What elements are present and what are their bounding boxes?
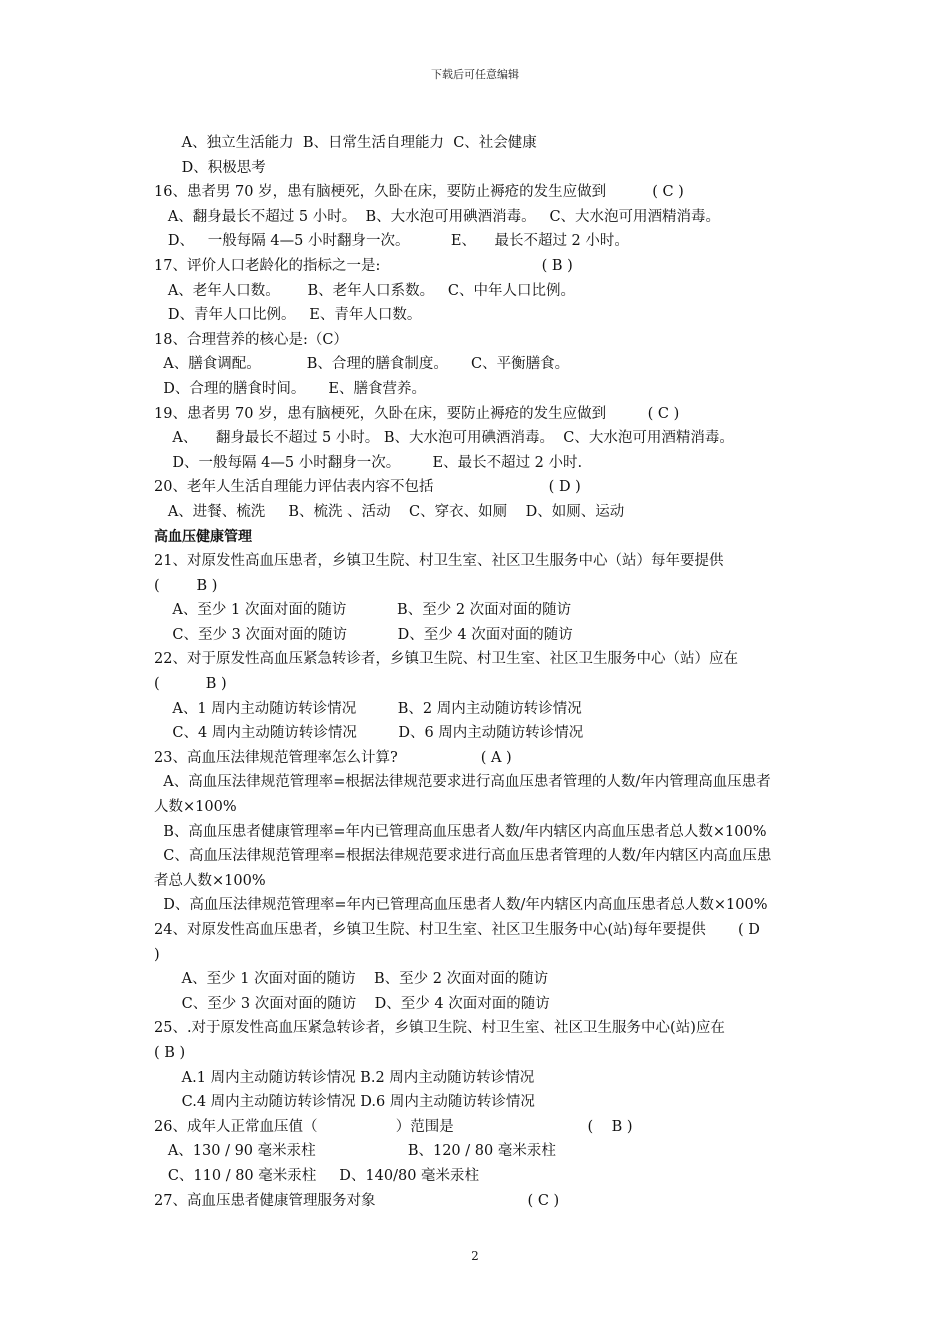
document-body: [154, 131, 814, 1213]
option-line: 人数×100%: [154, 799, 237, 816]
question-24: 24、对原发性高血压患者，乡镇卫生院、村卫生室、社区卫生服务中心(站)每年要提供 ( D: [154, 922, 760, 938]
option-line: A、至少 1 次面对面的随访 B、至少 2 次面对面的随访: [154, 602, 572, 619]
option-line: C、至少 3 次面对面的随访 D、至少 4 次面对面的随访: [154, 626, 573, 643]
option-line: 者总人数×100%: [154, 872, 266, 889]
option-line: A、1 周内主动随访转诊情况 B、2 周内主动随访转诊情况: [154, 700, 582, 717]
question-23: 23、高血压法律规范管理率怎么计算? ( A ): [154, 749, 512, 766]
option-line: D、合理的膳食时间。 E、膳食营养。: [154, 380, 426, 397]
section-heading: 高血压健康管理: [154, 528, 252, 545]
question-27: 27、高血压患者健康管理服务对象 ( C ): [154, 1192, 560, 1209]
question-19: 19、患者男 70 岁，患有脑梗死，久卧在床，要防止褥疮的发生应做到 ( C ): [154, 405, 680, 422]
page-header: 下载后可任意编辑: [431, 68, 519, 81]
option-line: C、至少 3 次面对面的随访 D、至少 4 次面对面的随访: [154, 995, 550, 1012]
question-20: 20、老年人生活自理能力评估表内容不包括 ( D ): [154, 479, 581, 496]
question-18: 18、合理营养的核心是:（C）: [154, 331, 348, 348]
option-line: A、老年人口数。 B、老年人口系数。 C、中年人口比例。: [154, 282, 576, 299]
answer-line: ): [154, 946, 160, 963]
option-line: A、130 / 90 毫米汞柱 B、120 / 80 毫米汞柱: [154, 1143, 556, 1160]
option-line: A、翻身最长不超过 5 小时。 B、大水泡可用碘酒消毒。 C、大水泡可用酒精消毒。: [154, 208, 721, 225]
option-line: B、高血压患者健康管理率=年内已管理高血压患者人数/年内辖区内高血压患者总人数×100%: [154, 823, 767, 840]
option-line: C.4 周内主动随访转诊情况 D.6 周内主动随访转诊情况: [154, 1094, 535, 1111]
option-line: A、进餐、梳洗 B、梳洗 、活动 C、穿衣、如厕 D、如厕、运动: [154, 503, 625, 520]
option-line: A、至少 1 次面对面的随访 B、至少 2 次面对面的随访: [154, 971, 549, 988]
option-line: D、一般每隔 4—5 小时翻身一次。 E、最长不超过 2 小时.: [154, 454, 583, 471]
option-line: D、 一般每隔 4—5 小时翻身一次。 E、 最长不超过 2 小时。: [154, 233, 629, 250]
question-21: 21、对原发性高血压患者，乡镇卫生院、村卫生室、社区卫生服务中心（站）每年要提供: [154, 553, 724, 570]
question-22: 22、对于原发性高血压紧急转诊者，乡镇卫生院、村卫生室、社区卫生服务中心（站）应在: [154, 651, 738, 668]
option-line: C、高血压法律规范管理率=根据法律规范要求进行高血压患者管理的人数/年内辖区内高血压患: [154, 848, 772, 865]
option-line: A、高血压法律规范管理率=根据法律规范要求进行高血压患者管理的人数/年内管理高血压患者: [154, 774, 771, 791]
page-number: 2: [471, 1249, 479, 1263]
option-line: A、膳食调配。 B、合理的膳食制度。 C、平衡膳食。: [154, 356, 570, 373]
option-line: A、 翻身最长不超过 5 小时。 B、大水泡可用碘酒消毒。 C、大水泡可用酒精消毒。: [154, 430, 734, 447]
question-26: 26、成年人正常血压值（ ）范围是 ( B ): [154, 1118, 633, 1135]
answer-line: ( B ): [154, 577, 218, 594]
question-17: 17、评价人口老龄化的指标之一是: ( B ): [154, 257, 573, 274]
question-16: 16、患者男 70 岁，患有脑梗死，久卧在床，要防止褥疮的发生应做到 ( C ): [154, 184, 684, 201]
answer-line: ( B ): [154, 676, 227, 693]
answer-line: ( B ): [154, 1044, 186, 1061]
option-line: C、4 周内主动随访转诊情况 D、6 周内主动随访转诊情况: [154, 725, 584, 742]
question-25: 25、.对于原发性高血压紧急转诊者，乡镇卫生院、村卫生室、社区卫生服务中心(站)应在: [154, 1020, 725, 1037]
option-line: A、独立生活能力 B、日常生活自理能力 C、社会健康: [154, 135, 537, 151]
option-line: D、高血压法律规范管理率=年内已管理高血压患者人数/年内辖区内高血压患者总人数×100%: [154, 897, 768, 914]
option-line: D、青年人口比例。 E、青年人口数。: [154, 307, 422, 324]
option-line: C、110 / 80 毫米汞柱 D、140/80 毫米汞柱: [154, 1167, 480, 1184]
option-line: A.1 周内主动随访转诊情况 B.2 周内主动随访转诊情况: [154, 1069, 535, 1086]
option-line: D、积极思考: [154, 159, 266, 176]
